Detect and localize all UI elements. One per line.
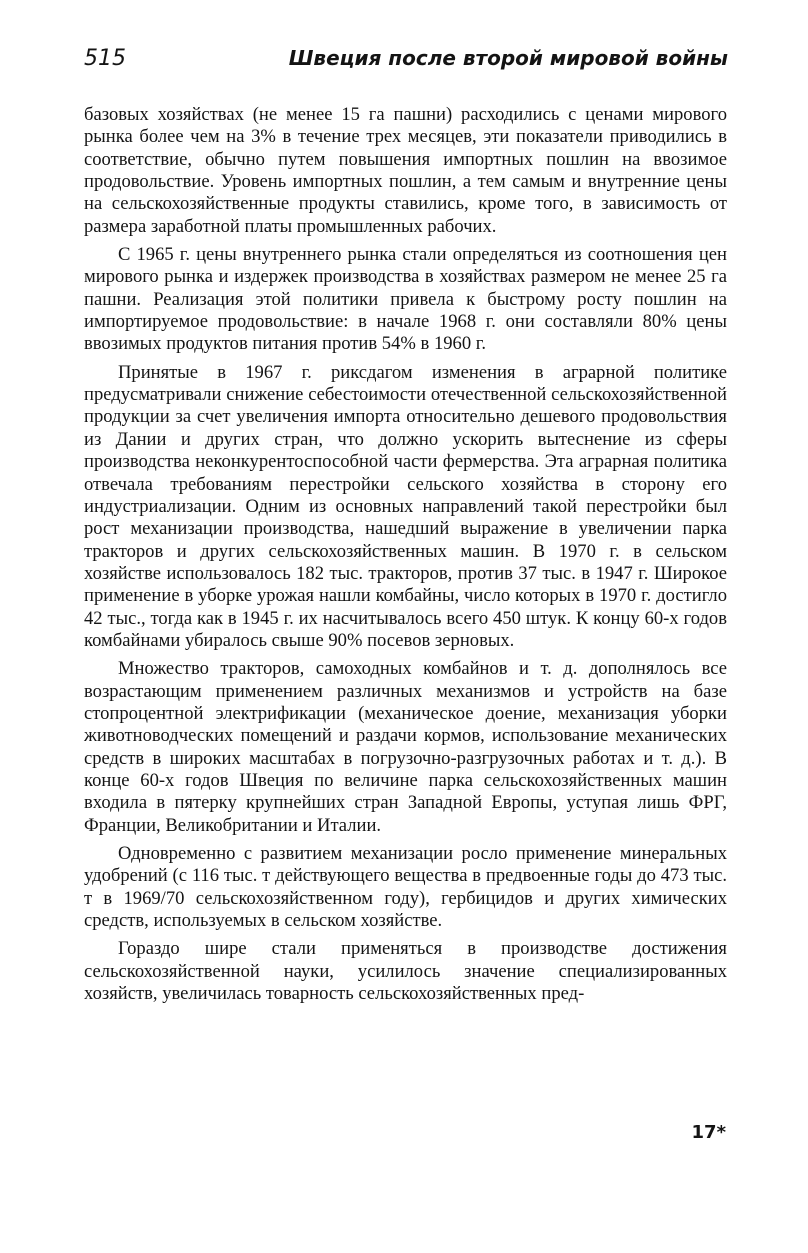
body-text	[84, 104, 727, 1011]
paragraph-5: Одновременно с развитием механизации росло применение минеральных удобрений (с 116 тыс. т действующего вещества в предвоенные годы до 473 тыс. т в 1969/70 сельскохозяйственном году), гербицидов и других химических средств, используемых в сельском хозяйстве.	[84, 843, 727, 932]
paragraph-6: Гораздо шире стали применяться в производстве достижения сельскохозяйственной науки, усилилось значение специализированных хозяйств, увеличилась товарность сельскохозяйственных пред-	[84, 938, 727, 1005]
paragraph-2: С 1965 г. цены внутреннего рынка стали определяться из соотношения цен мирового рынка и издержек производства в хозяйствах размером не менее 25 га пашни. Реализация этой политики привела к быстрому росту пошлин на импортируемое продовольствие: в начале 1968 г. они составляли 80% цены ввозимых продуктов питания против 54% в 1960 г.	[84, 244, 727, 355]
paragraph-4: Множество тракторов, самоходных комбайнов и т. д. дополнялось все возрастающим применением различных механизмов и устройств на базе стопроцентной электрификации (механическое доение, механизация уборки животноводческих помещений и раздачи кормов, использование механических средств в широких масштабах в погрузочно-разгрузочных работах и т. д.). В конце 60-х годов Швеция по величине парка сельскохозяйственных машин входила в пятерку крупнейших стран Западной Европы, уступая лишь ФРГ, Франции, Великобритании и Италии.	[84, 658, 727, 836]
paragraph-1: базовых хозяйствах (не менее 15 га пашни) расходились с ценами мирового рынка более чем на 3% в течение трех месяцев, эти показатели приводились в соответствие, обычно путем повышения импортных пошлин на ввозимое продовольствие. Уровень импортных пошлин, а тем самым и внутренние цены на сельскохозяйственные продукты ставились, кроме того, в зависимость от размера заработной платы промышленных рабочих.	[84, 104, 727, 237]
running-head	[84, 44, 728, 78]
page-number: 515	[84, 46, 126, 71]
paragraph-3: Принятые в 1967 г. риксдагом изменения в аграрной политике предусматривали снижение себестоимости отечественной сельскохозяйственной продукции за счет увеличения импорта относительно дешевого продовольствия из Дании и других стран, что должно ускорить вытеснение из сферы производства неконкурентоспособной части фермерства. Эта аграрная политика отвечала требованиям перестройки сельского хозяйства в сторону его индустриализации. Одним из основных направлений такой перестройки был рост механизации производства, нашедший выражение в увеличении парка тракторов и других сельскохозяйственных машин. В 1970 г. в сельском хозяйстве использовалось 182 тыс. тракторов, против 37 тыс. в 1947 г. Широкое применение в уборке урожая нашли комбайны, число которых в 1970 г. достигло 42 тыс., тогда как в 1945 г. их насчитывалось всего 450 штук. К концу 60-х годов комбайнами убиралось свыше 90% посевов зерновых.	[84, 361, 727, 651]
printer-signature-mark: 17*	[691, 1122, 726, 1143]
running-title: Швеция после второй мировой войны	[288, 46, 728, 70]
